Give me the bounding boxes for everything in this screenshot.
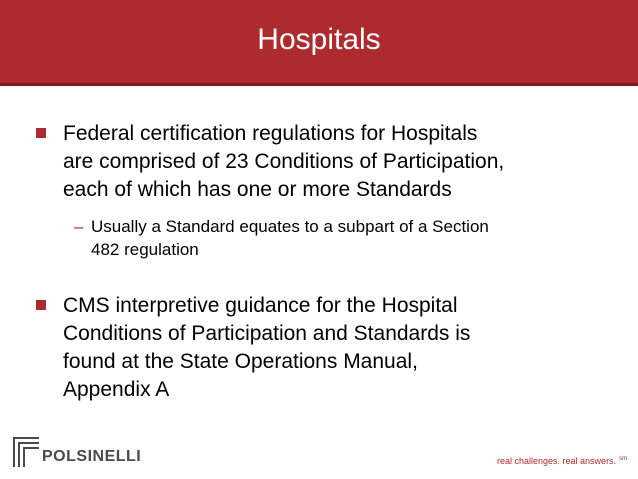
logo-text: POLSINELLI: [42, 448, 142, 465]
sub-bullet-item: [74, 215, 614, 261]
bullet-text: CMS interpretive guidance for the Hospital Conditions of Participation and Standards is found at the State Operations Manual, Appendix A: [63, 294, 471, 401]
square-bullet-icon: [36, 128, 46, 138]
dash-bullet-icon: –: [74, 217, 84, 236]
polsinelli-logo: [13, 437, 141, 467]
bullet-item: [36, 120, 616, 204]
title-bar: [0, 0, 638, 86]
slide-title: Hospitals: [257, 22, 381, 56]
tagline: [497, 456, 627, 466]
square-bullet-icon: [36, 300, 46, 310]
tagline-text: real challenges. real answers.: [497, 456, 617, 466]
sub-bullet-text: Usually a Standard equates to a subpart of a Section 482 regulation: [91, 217, 489, 259]
service-mark: sm: [619, 456, 628, 462]
bullet-text: Federal certification regulations for Hospitals are comprised of 23 Conditions of Participation, each of which has one or more Standards: [63, 122, 505, 201]
logo-mark-icon: [13, 437, 41, 467]
bullet-item: [36, 292, 616, 404]
